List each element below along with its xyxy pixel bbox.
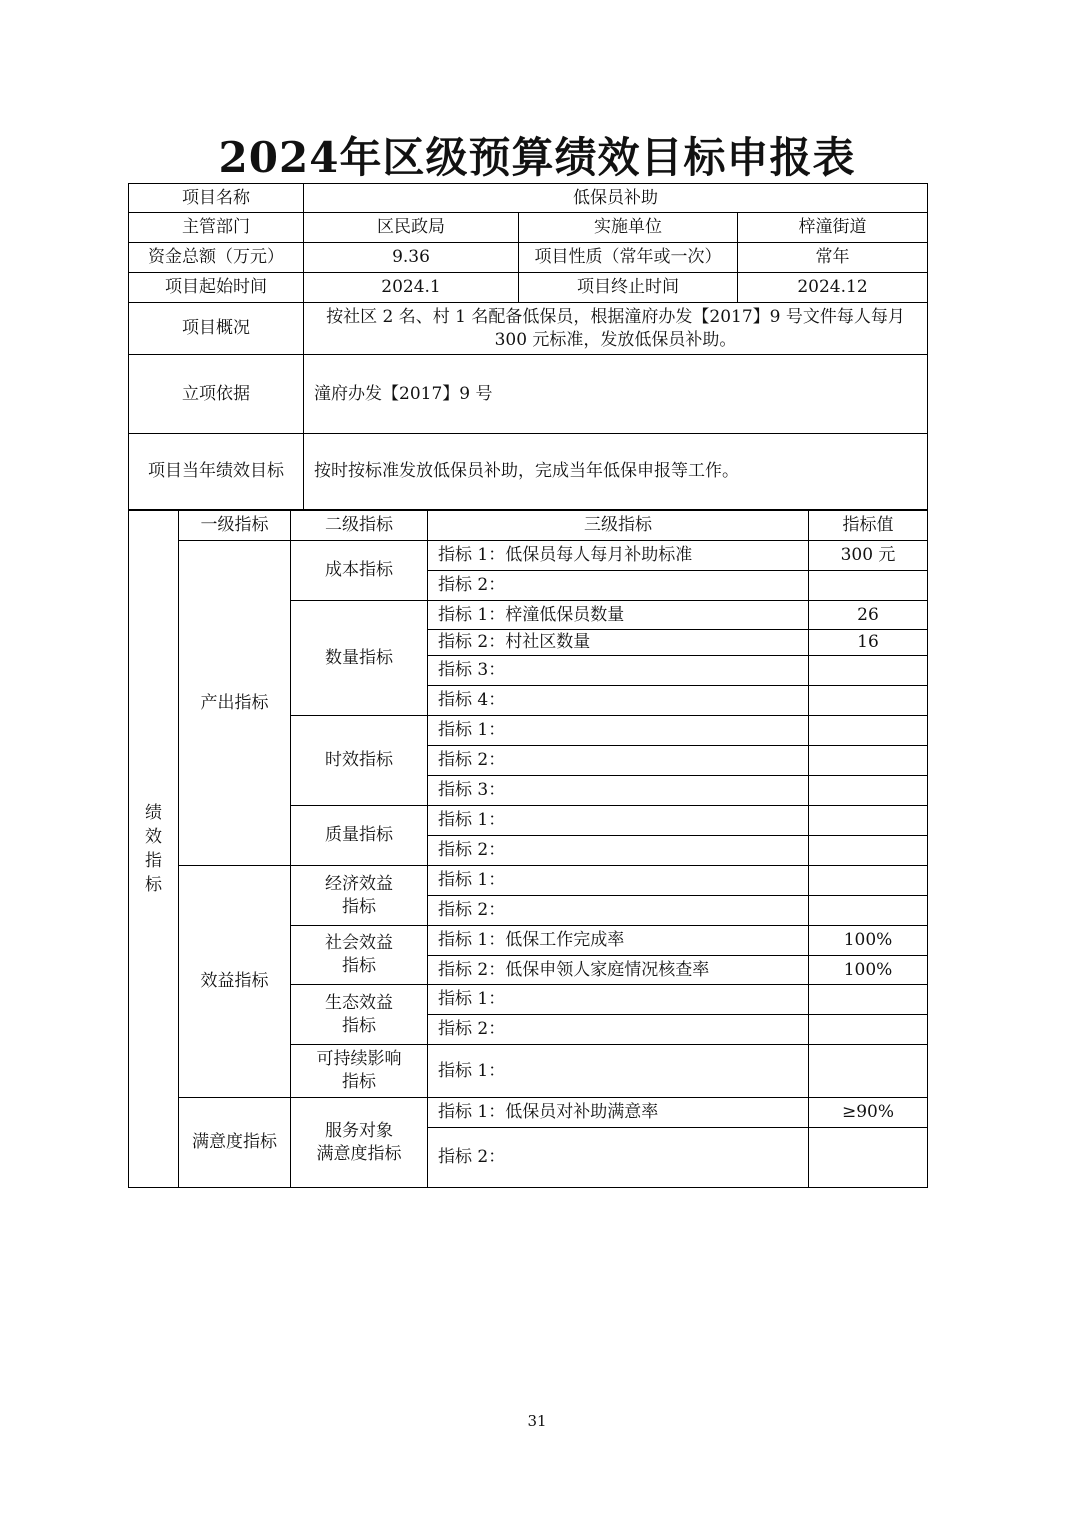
header-value: 指标值 <box>809 511 928 541</box>
indicator-text: 指标 1： <box>428 716 809 746</box>
header-l1: 一级指标 <box>179 511 291 541</box>
indicator-text: 指标 2： <box>428 746 809 776</box>
indicator-text: 指标 3： <box>428 776 809 806</box>
indicator-text: 指标 1： <box>428 806 809 836</box>
overview-label: 项目概况 <box>129 303 304 355</box>
indicator-value: 100% <box>809 926 928 956</box>
indicator-value: ≥90% <box>809 1098 928 1128</box>
satisfaction-indicator-label: 满意度指标 <box>179 1098 291 1188</box>
indicator-text: 指标 1：梓潼低保员数量 <box>428 601 809 630</box>
indicator-text: 指标 2： <box>428 836 809 866</box>
indicator-text: 指标 2：村社区数量 <box>428 630 809 656</box>
nature-value: 常年 <box>738 243 928 273</box>
basis-value: 潼府办发【2017】9 号 <box>304 355 928 434</box>
indicator-text: 指标 2：低保申领人家庭情况核查率 <box>428 956 809 985</box>
dept-value: 区民政局 <box>304 213 519 243</box>
indicator-text: 指标 1：低保员对补助满意率 <box>428 1098 809 1128</box>
start-label: 项目起始时间 <box>129 273 304 303</box>
page-title: 2024年区级预算绩效目标申报表 <box>218 133 856 182</box>
output-indicator-label: 产出指标 <box>179 541 291 866</box>
indicator-value <box>809 1015 928 1045</box>
page-number: 31 <box>527 1412 547 1430</box>
indicator-value <box>809 686 928 716</box>
end-value: 2024.12 <box>738 273 928 303</box>
project-name-label: 项目名称 <box>129 184 304 213</box>
dept-label: 主管部门 <box>129 213 304 243</box>
indicator-value <box>809 896 928 926</box>
indicator-value: 300 元 <box>809 541 928 571</box>
sustainable-indicator-label: 可持续影响 指标 <box>291 1045 428 1098</box>
performance-indicator-table <box>128 510 928 1188</box>
quantity-indicator-label: 数量指标 <box>291 601 428 716</box>
economic-indicator-label: 经济效益 指标 <box>291 866 428 926</box>
indicator-value <box>809 866 928 896</box>
indicator-value <box>809 1128 928 1188</box>
header-l3: 三级指标 <box>428 511 809 541</box>
indicator-text: 指标 1： <box>428 985 809 1015</box>
indicator-value: 100% <box>809 956 928 985</box>
header-l2: 二级指标 <box>291 511 428 541</box>
cost-indicator-label: 成本指标 <box>291 541 428 601</box>
benefit-indicator-label: 效益指标 <box>179 866 291 1098</box>
project-info-table <box>128 183 928 510</box>
indicator-text: 指标 2： <box>428 1128 809 1188</box>
indicator-value: 16 <box>809 630 928 656</box>
unit-label: 实施单位 <box>519 213 738 243</box>
social-indicator-label: 社会效益 指标 <box>291 926 428 985</box>
indicator-value <box>809 985 928 1015</box>
indicator-text: 指标 1：低保员每人每月补助标准 <box>428 541 809 571</box>
project-name-value: 低保员补助 <box>304 184 928 213</box>
start-value: 2024.1 <box>304 273 519 303</box>
goal-label: 项目当年绩效目标 <box>129 434 304 510</box>
indicator-text: 指标 3： <box>428 656 809 686</box>
indicator-value: 26 <box>809 601 928 630</box>
fund-value: 9.36 <box>304 243 519 273</box>
performance-side-label: 绩 效 指 标 <box>129 511 179 1188</box>
indicator-value <box>809 776 928 806</box>
end-label: 项目终止时间 <box>519 273 738 303</box>
goal-value: 按时按标准发放低保员补助，完成当年低保申报等工作。 <box>304 434 928 510</box>
indicator-value <box>809 656 928 686</box>
nature-label: 项目性质（常年或一次） <box>519 243 738 273</box>
indicator-text: 指标 1： <box>428 866 809 896</box>
indicator-text: 指标 2： <box>428 1015 809 1045</box>
ecological-indicator-label: 生态效益 指标 <box>291 985 428 1045</box>
indicator-text: 指标 1：低保工作完成率 <box>428 926 809 956</box>
indicator-text: 指标 1： <box>428 1045 809 1098</box>
indicator-text: 指标 2： <box>428 896 809 926</box>
overview-value: 按社区 2 名、村 1 名配备低保员，根据潼府办发【2017】9 号文件每人每月 300 元标准，发放低保员补助。 <box>304 303 928 355</box>
fund-label: 资金总额（万元） <box>129 243 304 273</box>
indicator-value <box>809 746 928 776</box>
basis-label: 立项依据 <box>129 355 304 434</box>
quality-indicator-label: 质量指标 <box>291 806 428 866</box>
timeliness-indicator-label: 时效指标 <box>291 716 428 806</box>
indicator-value <box>809 836 928 866</box>
indicator-value <box>809 806 928 836</box>
indicator-value <box>809 716 928 746</box>
unit-value: 梓潼街道 <box>738 213 928 243</box>
service-satisfaction-label: 服务对象 满意度指标 <box>291 1098 428 1188</box>
indicator-value <box>809 571 928 601</box>
indicator-value <box>809 1045 928 1098</box>
indicator-text: 指标 2： <box>428 571 809 601</box>
indicator-text: 指标 4： <box>428 686 809 716</box>
